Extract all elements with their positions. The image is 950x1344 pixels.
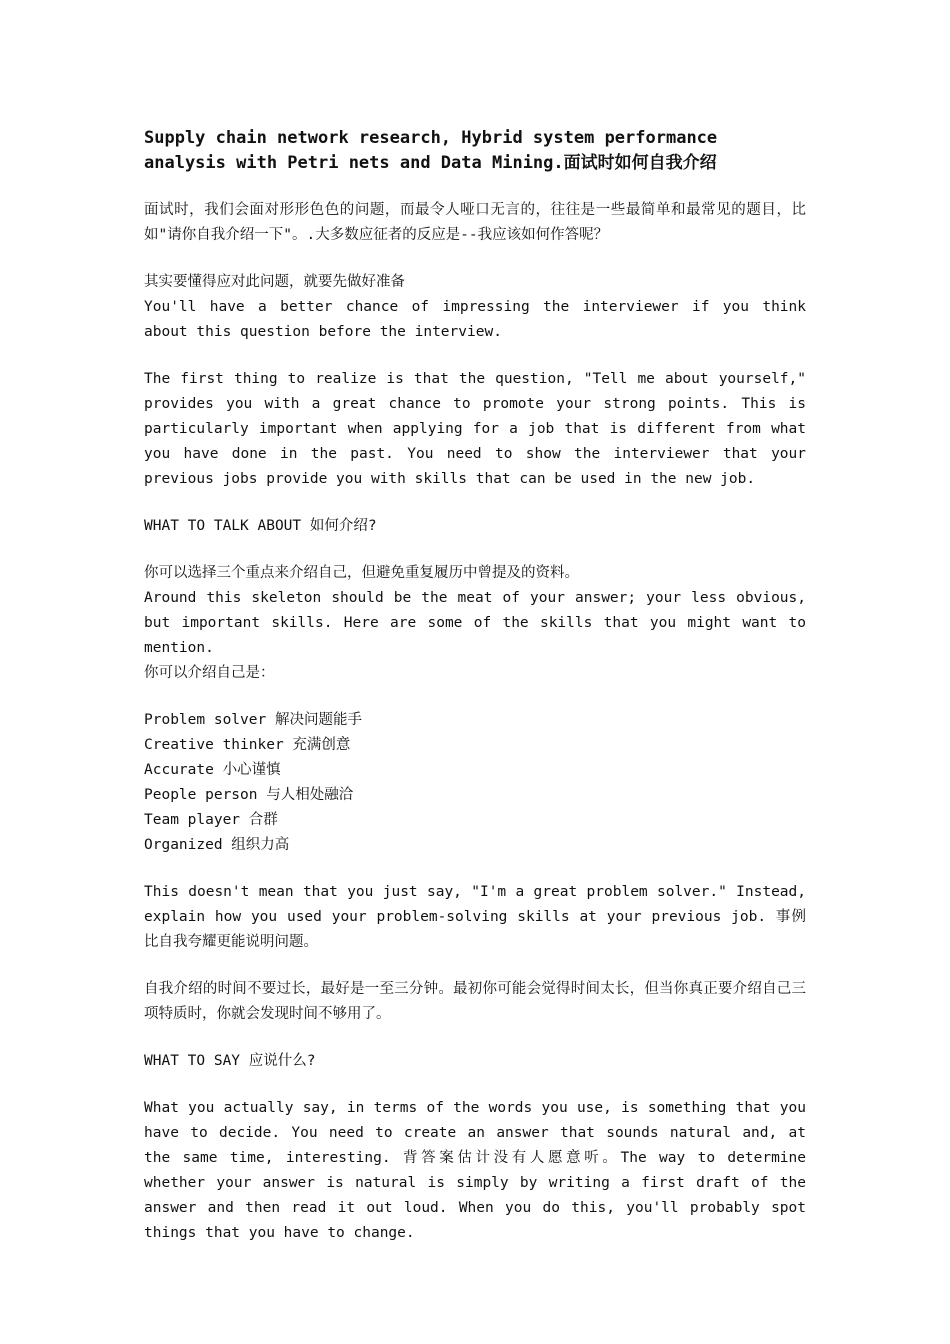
paragraph-first-thing: The first thing to realize is that the question, "Tell me about yourself," provides you with a great chance to promote your strong points. This is particularly important when applying for a job that is different from what you have done in the past. You need to show the interviewer that your previous jobs provide you with skills that can be used in the new job. (144, 371, 806, 487)
skills-list (144, 708, 806, 858)
list-item: Problem solver 解决问题能手 (144, 712, 362, 728)
skeleton-cn-2: 你可以介绍自己是： (144, 665, 275, 681)
paragraph-problem-solver: This doesn't mean that you just say, "I'm a great problem solver." Instead, explain how you used your problem-solving skills at your previous job. 事例比自我夸耀更能说明问题。 (144, 884, 806, 950)
heading-what-to-say: WHAT TO SAY 应说什么? (144, 1053, 316, 1069)
skeleton-en: Around this skeleton should be the meat of your answer; your less obvious, but important skills. Here are some of the skills that you might want to mention. (144, 590, 806, 656)
paragraph-skeleton (144, 561, 806, 686)
list-item: Team player 合群 (144, 812, 278, 828)
document-body (144, 126, 806, 1268)
paragraph-what-you-say: What you actually say, in terms of the words you use, is something that you have to decide. You need to create an answer that sounds natural and, at the same time, interesting. 背答案估计没有人愿意听。The way to determine whether your answer is natural is simply by writing a first draft of the answer and then read it out loud. When you do this, you'll probably spot things that you have to change. (144, 1100, 806, 1241)
paragraph-preparation (144, 270, 806, 345)
preparation-cn: 其实要懂得应对此问题，就要先做好准备 (144, 274, 405, 290)
heading-what-to-talk-about: WHAT TO TALK ABOUT 如何介绍? (144, 518, 377, 534)
document-title: Supply chain network research, Hybrid system performance analysis with Petri nets and Data Mining.面试时如何自我介绍 (144, 128, 718, 173)
preparation-en: You'll have a better chance of impressing the interviewer if you think about this question before the interview. (144, 299, 806, 340)
list-item: Creative thinker 充满创意 (144, 737, 351, 753)
list-item: People person 与人相处融洽 (144, 787, 354, 803)
list-item: Accurate 小心谨慎 (144, 762, 281, 778)
list-item: Organized 组织力高 (144, 837, 290, 853)
paragraph-intro: 面试时，我们会面对形形色色的问题，而最令人哑口无言的，往往是一些最简单和最常见的题目，比如"请你自我介绍一下"。.大多数应征者的反应是--我应该如何作答呢？ (144, 202, 806, 243)
skeleton-cn-1: 你可以选择三个重点来介绍自己，但避免重复履历中曾提及的资料。 (144, 565, 579, 581)
paragraph-duration: 自我介绍的时间不要过长，最好是一至三分钟。最初你可能会觉得时间太长，但当你真正要介绍自己三项特质时，你就会发现时间不够用了。 (144, 981, 806, 1022)
